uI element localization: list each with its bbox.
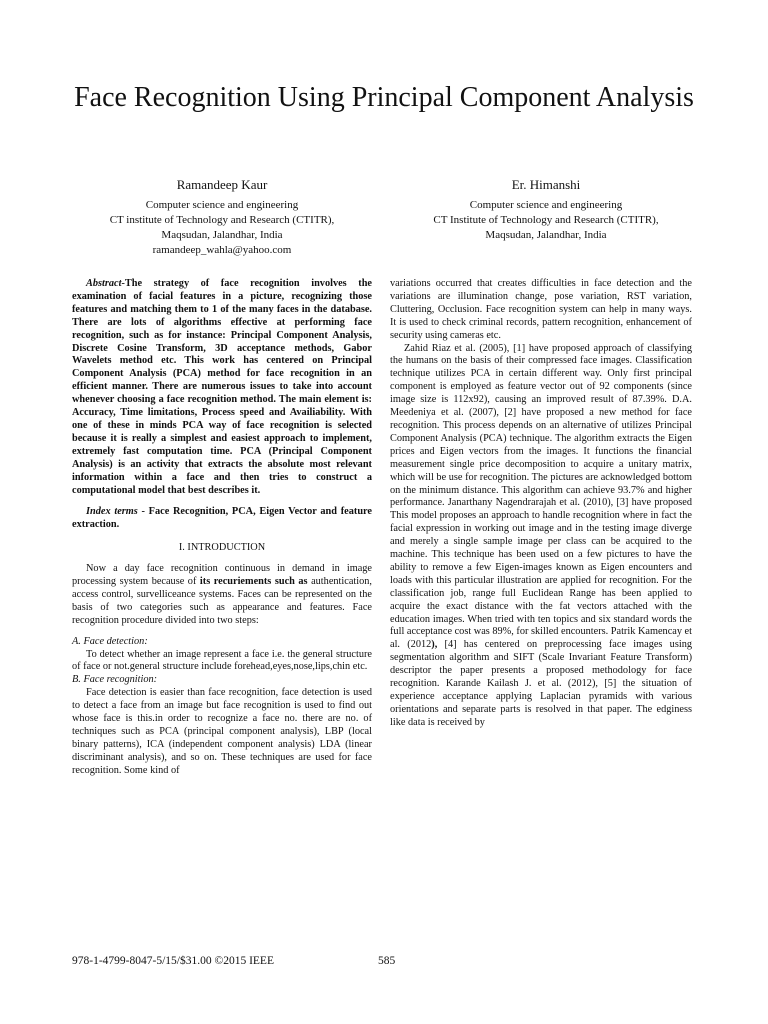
index-terms-label: Index terms — [86, 506, 138, 518]
author-institution: CT Institute of Technology and Research (CTITR), — [433, 214, 659, 226]
author-name: Er. Himanshi — [511, 177, 581, 192]
copyright-footer: 978-1-4799-8047-5/15/$31.00 ©2015 IEEE — [72, 955, 274, 967]
intro-paragraph — [72, 563, 372, 628]
author-institution: CT institute of Technology and Research (CTITR), — [109, 214, 335, 226]
abstract-text: The strategy of face recognition involves the examination of facial features in a picture, recognizing those features and matching them to 1 of the many faces in the database. There are lots of algorithms effective at performing face recognition, such as for instance: Principal Component Analysis, Discrete Cosine Transform, 3D acceptance methods, Gabor Wavelets method etc. This work has centered on Principal Component Analysis (PCA) method for face recognition in an efficient manner. There are numerous issues to take into account whenever choosing a face recognition method. The main element is: Accuracy, Time limitations, Process speed and Availiability. With one of these in minds PCA way of face recognition is selected because it is really a simplest and easiest approach to implement, extremely fast computation time. PCA (Principal Component Analysis) is an activity that extracts the absolute most relevant information within a face and then tries to construct a computational model that best describes it. — [72, 278, 372, 496]
face-detection-paragraph: To detect whether an image represent a face i.e. the general structure of face or not.general structure include forehead,eyes,nose,lips,chin etc. — [72, 648, 372, 673]
subheading-face-detection: A. Face detection: — [72, 635, 148, 647]
author-location: Maqsudan, Jalandhar, India — [161, 229, 283, 241]
intro-bold-text: its recuriements such as — [199, 576, 308, 588]
page-number: 585 — [378, 955, 396, 967]
author-department: Computer science and engineering — [145, 199, 299, 211]
intro-text: Now a day face recognition continuous in demand in image processing system because of — [72, 563, 372, 588]
index-terms-text: - Face Recognition, PCA, Eigen Vector and feature extraction. — [72, 506, 372, 531]
paper-title: Face Recognition Using Principal Component Analysis — [74, 82, 694, 113]
author-email: ramandeep_wahla@yahoo.com — [152, 244, 292, 256]
variations-paragraph: variations occurred that creates difficulties in face detection and the variations are illumination change, pose variation, RST variation, Cluttering, Occlusion. Face recognition system can help in many ways. It is used to check criminal records, pattern recognition, enhancement of security using cameras etc. — [390, 278, 692, 341]
intro-text: authentication, access control, survelliceance systems. Faces can be represented on the basis of two categories such as appearance and features. Face recognition procedure divided into two steps: — [72, 576, 372, 626]
right-column — [390, 278, 692, 730]
related-work-text: Zahid Riaz et al. (2005), [1] have proposed approach of classifying the humans on the basis of their compressed face images. Classification technique utilizes PCA in certain different way. Only first principal component is employed as feature vector out of 92 components (since image size is 112x92), causing an improved result of 87.39%. D.A. Meedeniya et al. (2007), [2] have proposed a new method for face recognition. This process depends on an alternative of utilizes Principal Component Analysis (PCA) technique. The algorithm extracts the Eigen prices and Eigen vectors from the images. It functions the financial measurement single price decomposition to acquire a unitary matrix, which will be use for recognition. The pictures are acknowledged bottom on the minimum distance. This algorithm can achieve 93.7% and higher performance. Janarthany Nagendrarajah et al. (2010), [3] have proposed This model proposes an approach to handle recognition where in fact the facial expression in working out image and in the testing image diverge and merely a single sample image per class can be acquired to the machine. This technique has been used on a few pictures to have the ability to remove a few Eigen-images known as Eigen encounters and loads with this particular illustration are applied for recognition. For the classification job, range full Euclidean Range has been applied to acquire the exact distance with the fat vectors attached with the education images. When tried with ten topics and six standard words the full acceptance cost was 89%, for skilled encounters. Patrik Kamencay et al. (2012 — [390, 342, 692, 651]
author-block-1 — [72, 176, 372, 258]
related-work-text: [4] has centered on preprocessing face images using segmentation algorithm and SIFT (Scale Invariant Feature Transform) descriptor the paper presents a proposed methodology for face recognition. Karande Kailash J. et al. (2012), [5] the situation of experience acceptance applying Laplacian pyramids with various orientations and separate parts is resolved in that paper. The edginess like data is received by — [390, 639, 692, 728]
author-block-2 — [396, 176, 696, 243]
section-heading-introduction: I. INTRODUCTION — [178, 542, 266, 554]
author-location: Maqsudan, Jalandhar, India — [485, 229, 607, 241]
index-terms — [72, 506, 372, 532]
author-name: Ramandeep Kaur — [176, 177, 268, 192]
related-work-paragraph — [390, 343, 692, 730]
abstract-label: Abstract- — [86, 278, 125, 289]
related-work-bold-text: ), — [431, 639, 438, 651]
author-department: Computer science and engineering — [469, 199, 623, 211]
subheading-face-recognition: B. Face recognition: — [72, 674, 158, 686]
abstract — [72, 278, 372, 497]
face-recognition-paragraph: Face detection is easier than face recognition, face detection is used to detect a face from an image but face recognition is used to find out whose face is this.in order to recognize a face no. there are no. of techniques such as PCA (principal component analysis), LBP (local binary patterns), ICA (independent component analysis) LDA (linear discriminant analysis), and so on. These techniques are used for face recognition. Some kind of — [72, 687, 372, 776]
left-column — [72, 278, 372, 778]
